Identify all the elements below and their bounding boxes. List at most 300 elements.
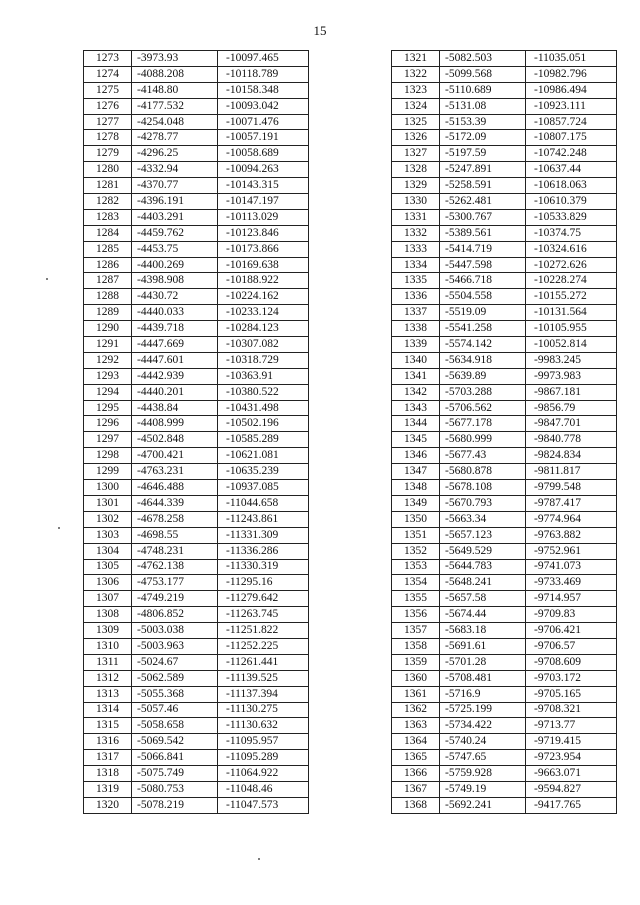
y-coordinate-cell: -10637.44 [526,162,617,178]
x-coordinate-cell: -4644.339 [132,495,218,511]
point-number-cell: 1287 [84,273,132,289]
table-row [392,464,617,480]
y-coordinate-cell: -11130.632 [218,718,309,734]
x-coordinate-cell: -5677.43 [440,448,526,464]
y-coordinate-cell: -10052.814 [526,337,617,353]
y-coordinate-cell: -9741.073 [526,559,617,575]
x-coordinate-cell: -4748.231 [132,543,218,559]
point-number-cell: 1359 [392,654,440,670]
scan-speck [58,527,60,529]
y-coordinate-cell: -10113.029 [218,209,309,225]
y-coordinate-cell: -10982.796 [526,66,617,82]
x-coordinate-cell: -5740.24 [440,734,526,750]
table-row [392,686,617,702]
x-coordinate-cell: -5447.598 [440,257,526,273]
table-row [84,194,309,210]
point-number-cell: 1315 [84,718,132,734]
table-row [84,273,309,289]
scan-speck [46,278,48,280]
table-row [392,384,617,400]
x-coordinate-cell: -5055.368 [132,686,218,702]
x-coordinate-cell: -4332.94 [132,162,218,178]
x-coordinate-cell: -5706.562 [440,400,526,416]
point-number-cell: 1318 [84,766,132,782]
point-number-cell: 1278 [84,130,132,146]
x-coordinate-cell: -5708.481 [440,670,526,686]
table-row [392,797,617,813]
x-coordinate-cell: -5701.28 [440,654,526,670]
x-coordinate-cell: -5197.59 [440,146,526,162]
point-number-cell: 1300 [84,480,132,496]
y-coordinate-cell: -10284.123 [218,321,309,337]
table-row [392,702,617,718]
table-row [392,718,617,734]
x-coordinate-cell: -4762.138 [132,559,218,575]
table-row [84,289,309,305]
table-row [84,543,309,559]
x-coordinate-cell: -5691.61 [440,638,526,654]
table-row [392,511,617,527]
y-coordinate-cell: -11279.642 [218,591,309,607]
y-coordinate-cell: -9774.964 [526,511,617,527]
point-number-cell: 1282 [84,194,132,210]
table-row [392,670,617,686]
point-number-cell: 1292 [84,352,132,368]
point-number-cell: 1320 [84,797,132,813]
point-number-cell: 1363 [392,718,440,734]
coordinates-table-right [391,50,617,814]
y-coordinate-cell: -9763.882 [526,527,617,543]
point-number-cell: 1345 [392,432,440,448]
table-row [84,766,309,782]
x-coordinate-cell: -5300.767 [440,209,526,225]
point-number-cell: 1351 [392,527,440,543]
x-coordinate-cell: -4278.77 [132,130,218,146]
y-coordinate-cell: -9714.957 [526,591,617,607]
table-row [392,480,617,496]
point-number-cell: 1357 [392,623,440,639]
x-coordinate-cell: -5058.658 [132,718,218,734]
x-coordinate-cell: -4088.208 [132,66,218,82]
y-coordinate-cell: -10923.111 [526,98,617,114]
table-row [84,559,309,575]
table-row [392,194,617,210]
x-coordinate-cell: -5670.793 [440,495,526,511]
coordinates-table-right-body [392,51,617,814]
table-row [392,162,617,178]
point-number-cell: 1360 [392,670,440,686]
point-number-cell: 1348 [392,480,440,496]
table-row [392,114,617,130]
x-coordinate-cell: -5644.783 [440,559,526,575]
point-number-cell: 1330 [392,194,440,210]
y-coordinate-cell: -10380.522 [218,384,309,400]
point-number-cell: 1294 [84,384,132,400]
x-coordinate-cell: -4396.191 [132,194,218,210]
y-coordinate-cell: -10097.465 [218,51,309,67]
coordinates-table-left-body [84,51,309,814]
point-number-cell: 1331 [392,209,440,225]
table-row [392,273,617,289]
point-number-cell: 1354 [392,575,440,591]
x-coordinate-cell: -5639.89 [440,368,526,384]
y-coordinate-cell: -10431.498 [218,400,309,416]
table-row [84,623,309,639]
x-coordinate-cell: -5680.878 [440,464,526,480]
table-row [84,638,309,654]
y-coordinate-cell: -10118.789 [218,66,309,82]
point-number-cell: 1284 [84,225,132,241]
point-number-cell: 1277 [84,114,132,130]
point-number-cell: 1295 [84,400,132,416]
point-number-cell: 1361 [392,686,440,702]
x-coordinate-cell: -4698.55 [132,527,218,543]
x-coordinate-cell: -5648.241 [440,575,526,591]
x-coordinate-cell: -5069.542 [132,734,218,750]
y-coordinate-cell: -11035.051 [526,51,617,67]
x-coordinate-cell: -4700.421 [132,448,218,464]
table-row [392,66,617,82]
x-coordinate-cell: -5703.288 [440,384,526,400]
point-number-cell: 1349 [392,495,440,511]
x-coordinate-cell: -4442.939 [132,368,218,384]
point-number-cell: 1298 [84,448,132,464]
x-coordinate-cell: -5504.558 [440,289,526,305]
point-number-cell: 1290 [84,321,132,337]
y-coordinate-cell: -9719.415 [526,734,617,750]
point-number-cell: 1310 [84,638,132,654]
point-number-cell: 1346 [392,448,440,464]
x-coordinate-cell: -4408.999 [132,416,218,432]
y-coordinate-cell: -10155.272 [526,289,617,305]
point-number-cell: 1339 [392,337,440,353]
table-row [392,448,617,464]
table-row [392,51,617,67]
y-coordinate-cell: -11095.957 [218,734,309,750]
y-coordinate-cell: -9723.954 [526,750,617,766]
x-coordinate-cell: -5519.09 [440,305,526,321]
point-number-cell: 1274 [84,66,132,82]
x-coordinate-cell: -5574.142 [440,337,526,353]
table-row [392,432,617,448]
table-row [84,400,309,416]
table-row [84,654,309,670]
table-row [84,384,309,400]
point-number-cell: 1322 [392,66,440,82]
table-row [392,225,617,241]
x-coordinate-cell: -4438.84 [132,400,218,416]
x-coordinate-cell: -4296.25 [132,146,218,162]
point-number-cell: 1356 [392,607,440,623]
coordinates-table-left [83,50,309,814]
table-row [84,670,309,686]
point-number-cell: 1340 [392,352,440,368]
page-number: 15 [313,23,327,38]
table-row [392,400,617,416]
y-coordinate-cell: -11331.309 [218,527,309,543]
point-number-cell: 1296 [84,416,132,432]
y-coordinate-cell: -10158.348 [218,82,309,98]
point-number-cell: 1342 [392,384,440,400]
x-coordinate-cell: -5747.65 [440,750,526,766]
x-coordinate-cell: -5716.9 [440,686,526,702]
point-number-cell: 1338 [392,321,440,337]
y-coordinate-cell: -11139.525 [218,670,309,686]
x-coordinate-cell: -4447.669 [132,337,218,353]
scan-speck [258,858,260,860]
point-number-cell: 1337 [392,305,440,321]
y-coordinate-cell: -9709.83 [526,607,617,623]
table-row [84,368,309,384]
x-coordinate-cell: -5078.219 [132,797,218,813]
x-coordinate-cell: -5692.241 [440,797,526,813]
point-number-cell: 1326 [392,130,440,146]
y-coordinate-cell: -10071.476 [218,114,309,130]
x-coordinate-cell: -5678.108 [440,480,526,496]
point-number-cell: 1312 [84,670,132,686]
table-row [84,305,309,321]
point-number-cell: 1319 [84,781,132,797]
x-coordinate-cell: -4440.033 [132,305,218,321]
y-coordinate-cell: -10173.866 [218,241,309,257]
point-number-cell: 1304 [84,543,132,559]
table-row [392,495,617,511]
point-number-cell: 1280 [84,162,132,178]
y-coordinate-cell: -9840.778 [526,432,617,448]
table-row [392,559,617,575]
x-coordinate-cell: -5003.963 [132,638,218,654]
point-number-cell: 1352 [392,543,440,559]
y-coordinate-cell: -10307.082 [218,337,309,353]
table-row [392,321,617,337]
point-number-cell: 1303 [84,527,132,543]
x-coordinate-cell: -5172.09 [440,130,526,146]
table-row [392,146,617,162]
x-coordinate-cell: -4440.201 [132,384,218,400]
x-coordinate-cell: -5725.199 [440,702,526,718]
y-coordinate-cell: -10105.955 [526,321,617,337]
x-coordinate-cell: -4453.75 [132,241,218,257]
y-coordinate-cell: -11295.16 [218,575,309,591]
point-number-cell: 1311 [84,654,132,670]
y-coordinate-cell: -10742.248 [526,146,617,162]
table-row [84,718,309,734]
x-coordinate-cell: -5082.503 [440,51,526,67]
x-coordinate-cell: -4398.908 [132,273,218,289]
x-coordinate-cell: -4400.269 [132,257,218,273]
table-row [84,321,309,337]
point-number-cell: 1336 [392,289,440,305]
point-number-cell: 1309 [84,623,132,639]
table-row [392,623,617,639]
y-coordinate-cell: -9594.827 [526,781,617,797]
table-row [392,130,617,146]
point-number-cell: 1307 [84,591,132,607]
x-coordinate-cell: -5541.258 [440,321,526,337]
table-row [84,511,309,527]
x-coordinate-cell: -5634.918 [440,352,526,368]
table-row [84,209,309,225]
x-coordinate-cell: -5657.58 [440,591,526,607]
point-number-cell: 1291 [84,337,132,353]
point-number-cell: 1293 [84,368,132,384]
point-number-cell: 1333 [392,241,440,257]
table-row [84,495,309,511]
y-coordinate-cell: -9752.961 [526,543,617,559]
point-number-cell: 1328 [392,162,440,178]
point-number-cell: 1341 [392,368,440,384]
y-coordinate-cell: -10131.564 [526,305,617,321]
table-row [84,734,309,750]
y-coordinate-cell: -10057.191 [218,130,309,146]
y-coordinate-cell: -10188.922 [218,273,309,289]
x-coordinate-cell: -4806.852 [132,607,218,623]
y-coordinate-cell: -9973.983 [526,368,617,384]
y-coordinate-cell: -10502.196 [218,416,309,432]
y-coordinate-cell: -11330.319 [218,559,309,575]
point-number-cell: 1365 [392,750,440,766]
table-row [84,162,309,178]
y-coordinate-cell: -10272.626 [526,257,617,273]
table-row [84,146,309,162]
y-coordinate-cell: -10635.239 [218,464,309,480]
table-row [392,766,617,782]
point-number-cell: 1358 [392,638,440,654]
y-coordinate-cell: -11263.745 [218,607,309,623]
table-row [84,416,309,432]
table-row [392,527,617,543]
point-number-cell: 1279 [84,146,132,162]
table-row [84,750,309,766]
point-number-cell: 1325 [392,114,440,130]
y-coordinate-cell: -10143.315 [218,178,309,194]
x-coordinate-cell: -5680.999 [440,432,526,448]
y-coordinate-cell: -11064.922 [218,766,309,782]
y-coordinate-cell: -11251.822 [218,623,309,639]
y-coordinate-cell: -9663.071 [526,766,617,782]
table-row [392,98,617,114]
table-row [84,607,309,623]
y-coordinate-cell: -10169.638 [218,257,309,273]
table-row [84,241,309,257]
table-row [392,368,617,384]
y-coordinate-cell: -10807.175 [526,130,617,146]
point-number-cell: 1324 [392,98,440,114]
y-coordinate-cell: -10374.75 [526,225,617,241]
point-number-cell: 1355 [392,591,440,607]
table-row [84,337,309,353]
x-coordinate-cell: -5657.123 [440,527,526,543]
table-row [84,591,309,607]
x-coordinate-cell: -5153.39 [440,114,526,130]
x-coordinate-cell: -4447.601 [132,352,218,368]
y-coordinate-cell: -9708.609 [526,654,617,670]
y-coordinate-cell: -9799.548 [526,480,617,496]
table-row [392,734,617,750]
x-coordinate-cell: -4646.488 [132,480,218,496]
point-number-cell: 1302 [84,511,132,527]
y-coordinate-cell: -10857.724 [526,114,617,130]
x-coordinate-cell: -5110.689 [440,82,526,98]
x-coordinate-cell: -5734.422 [440,718,526,734]
x-coordinate-cell: -4753.177 [132,575,218,591]
point-number-cell: 1306 [84,575,132,591]
x-coordinate-cell: -4403.291 [132,209,218,225]
point-number-cell: 1347 [392,464,440,480]
y-coordinate-cell: -10058.689 [218,146,309,162]
x-coordinate-cell: -4177.532 [132,98,218,114]
y-coordinate-cell: -10147.197 [218,194,309,210]
table-row [84,352,309,368]
y-coordinate-cell: -11261.441 [218,654,309,670]
y-coordinate-cell: -9824.834 [526,448,617,464]
table-row [392,209,617,225]
x-coordinate-cell: -5389.561 [440,225,526,241]
point-number-cell: 1288 [84,289,132,305]
point-number-cell: 1323 [392,82,440,98]
table-row [84,66,309,82]
y-coordinate-cell: -9705.165 [526,686,617,702]
point-number-cell: 1334 [392,257,440,273]
point-number-cell: 1305 [84,559,132,575]
point-number-cell: 1344 [392,416,440,432]
y-coordinate-cell: -11243.861 [218,511,309,527]
x-coordinate-cell: -4439.718 [132,321,218,337]
y-coordinate-cell: -9856.79 [526,400,617,416]
point-number-cell: 1364 [392,734,440,750]
point-number-cell: 1276 [84,98,132,114]
table-row [392,289,617,305]
x-coordinate-cell: -5247.891 [440,162,526,178]
point-number-cell: 1308 [84,607,132,623]
table-row [84,178,309,194]
x-coordinate-cell: -5057.46 [132,702,218,718]
table-row [392,178,617,194]
x-coordinate-cell: -5414.719 [440,241,526,257]
table-row [392,750,617,766]
y-coordinate-cell: -9811.817 [526,464,617,480]
table-row [392,591,617,607]
table-row [84,797,309,813]
x-coordinate-cell: -5759.928 [440,766,526,782]
y-coordinate-cell: -11044.658 [218,495,309,511]
x-coordinate-cell: -5466.718 [440,273,526,289]
table-row [84,257,309,273]
table-row [84,432,309,448]
x-coordinate-cell: -4502.848 [132,432,218,448]
table-row [84,448,309,464]
x-coordinate-cell: -5099.568 [440,66,526,82]
x-coordinate-cell: -4370.77 [132,178,218,194]
x-coordinate-cell: -5062.589 [132,670,218,686]
point-number-cell: 1366 [392,766,440,782]
x-coordinate-cell: -5677.178 [440,416,526,432]
point-number-cell: 1273 [84,51,132,67]
y-coordinate-cell: -9706.421 [526,623,617,639]
y-coordinate-cell: -10610.379 [526,194,617,210]
x-coordinate-cell: -4148.80 [132,82,218,98]
y-coordinate-cell: -10986.494 [526,82,617,98]
table-row [392,416,617,432]
point-number-cell: 1353 [392,559,440,575]
y-coordinate-cell: -10937.085 [218,480,309,496]
table-row [84,480,309,496]
point-number-cell: 1289 [84,305,132,321]
x-coordinate-cell: -5075.749 [132,766,218,782]
x-coordinate-cell: -5663.34 [440,511,526,527]
y-coordinate-cell: -11047.573 [218,797,309,813]
y-coordinate-cell: -9706.57 [526,638,617,654]
